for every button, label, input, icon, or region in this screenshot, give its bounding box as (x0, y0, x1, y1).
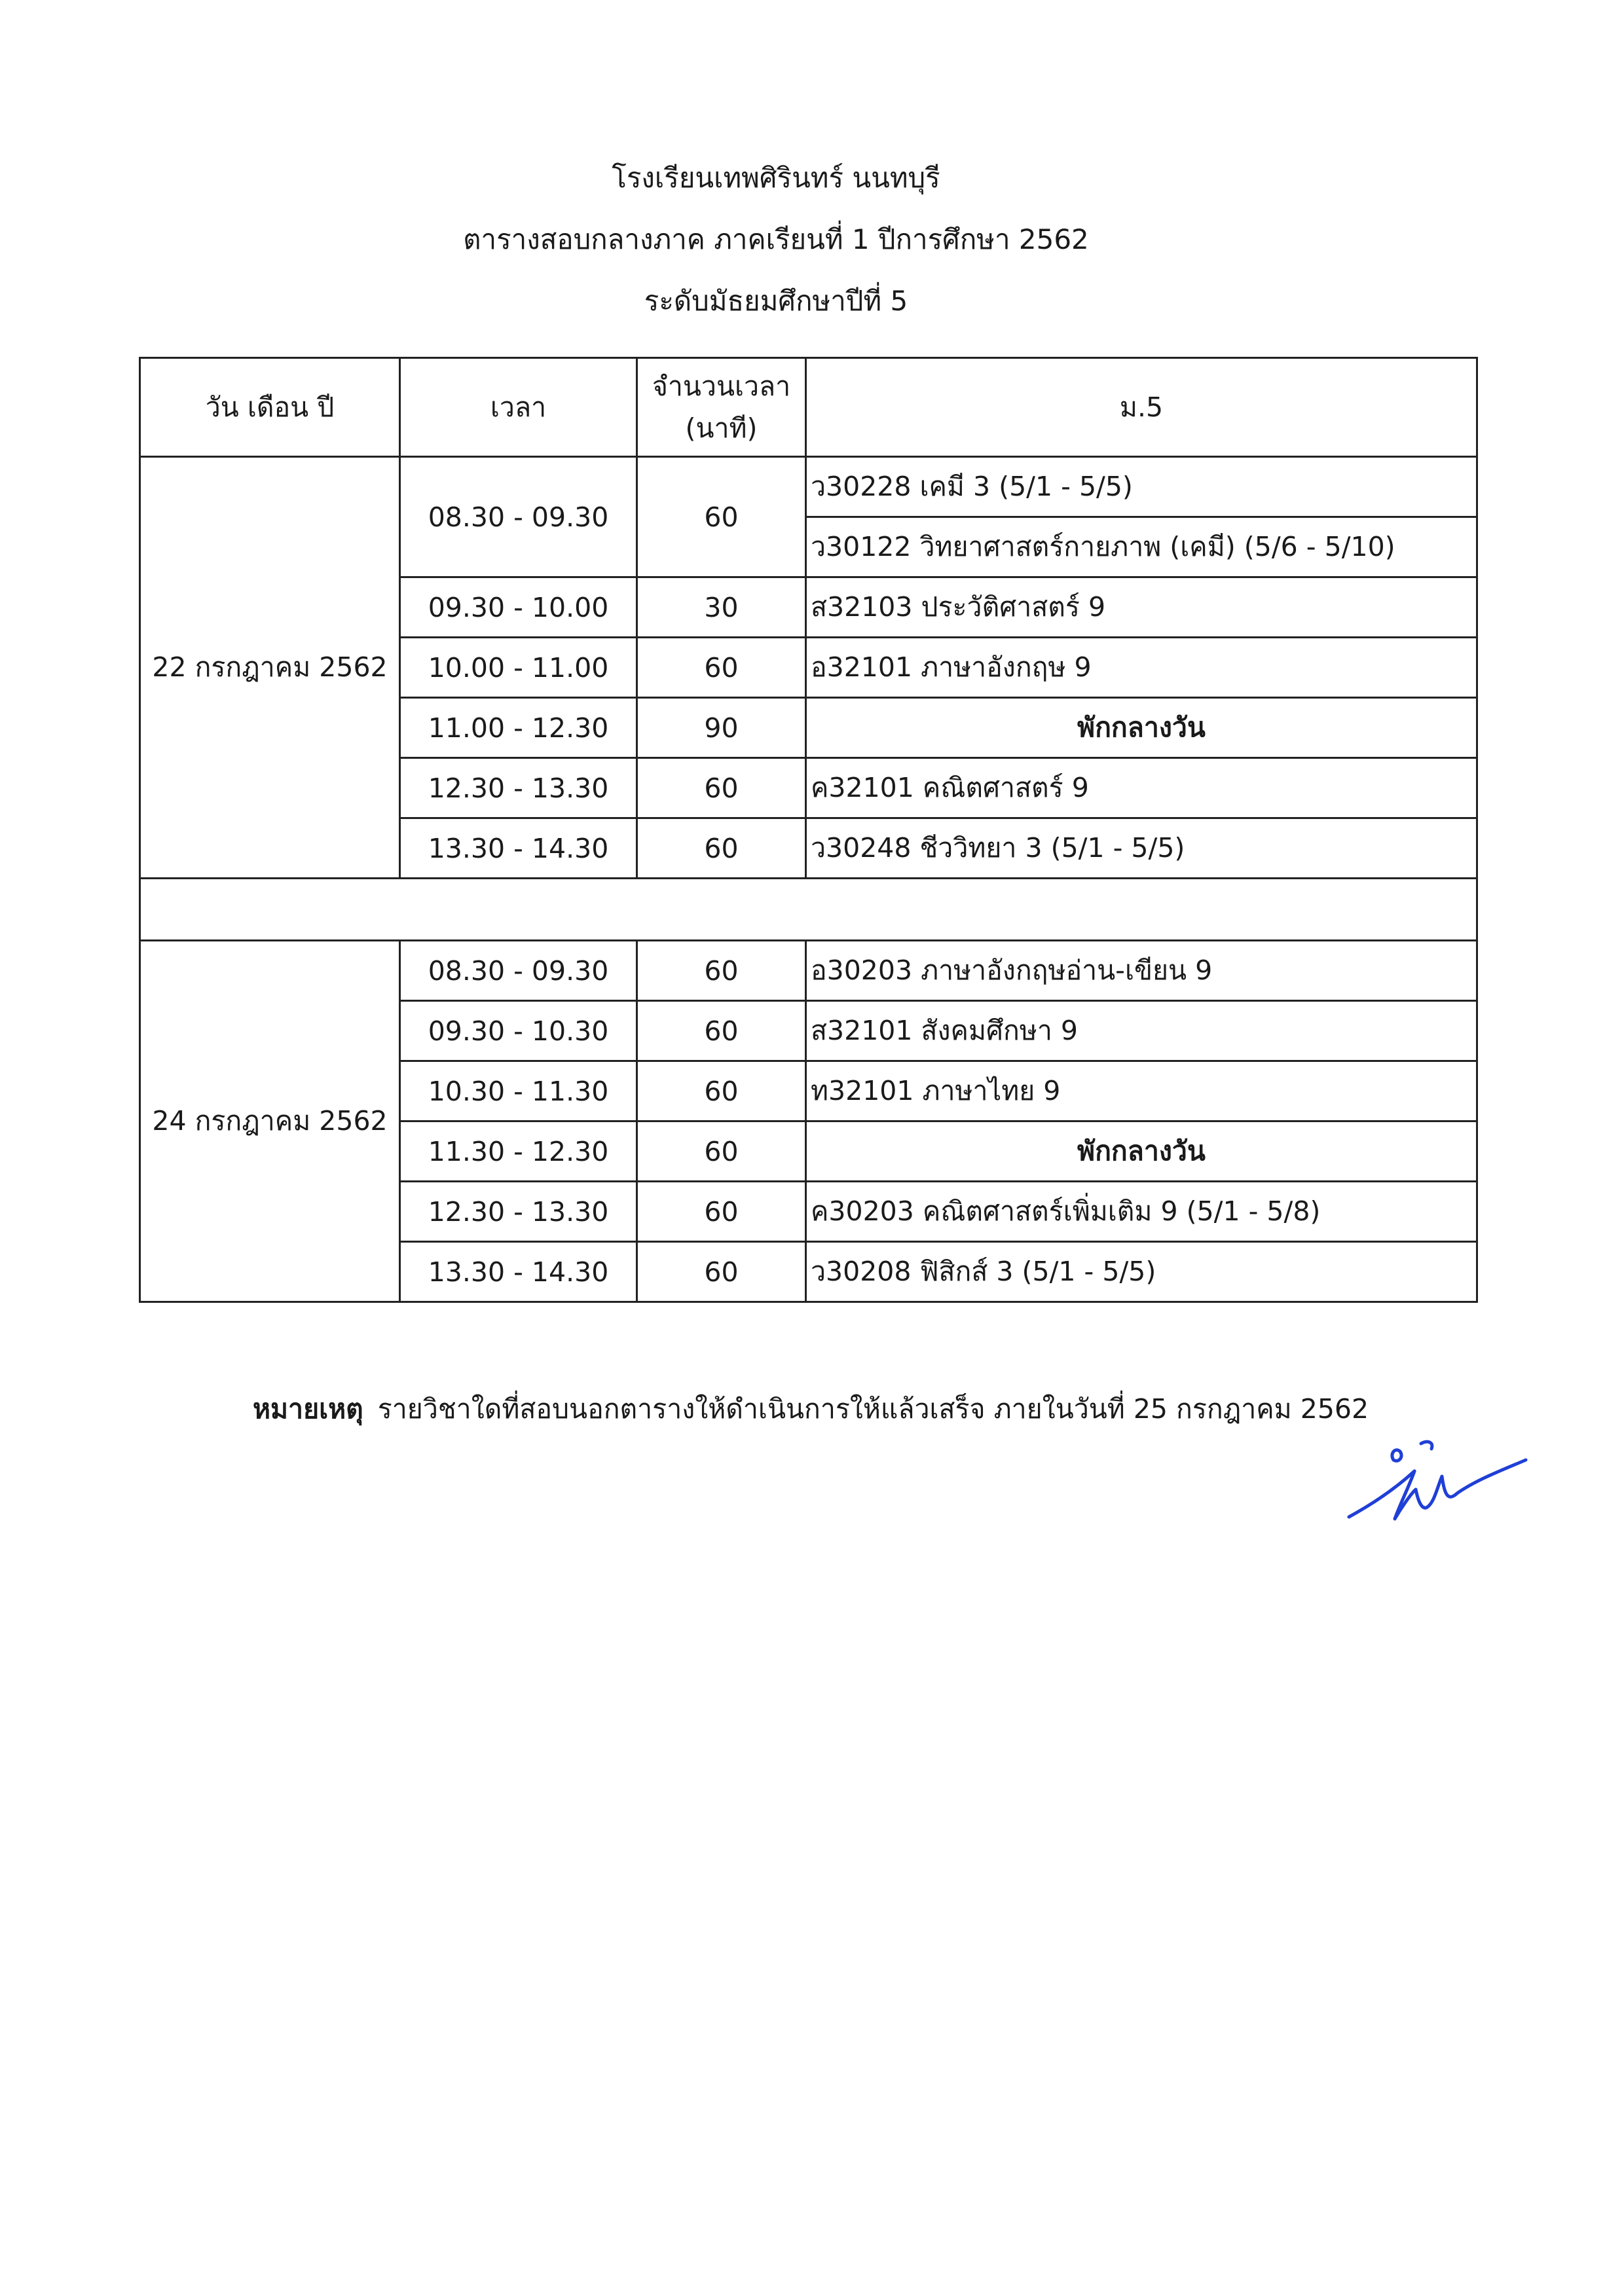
exam-schedule-table (139, 357, 1478, 1303)
slot-minutes: 30 (637, 577, 806, 638)
slot-minutes: 60 (637, 758, 806, 818)
slot-time: 12.30 - 13.30 (400, 758, 637, 818)
slot-subject: ส32101 สังคมศึกษา 9 (806, 1001, 1477, 1061)
slot-minutes: 60 (637, 1061, 806, 1121)
slot-minutes: 60 (637, 941, 806, 1001)
document-header (0, 147, 1624, 332)
slot-time: 11.30 - 12.30 (400, 1121, 637, 1182)
slot-time: 13.30 - 14.30 (400, 818, 637, 879)
footnote (253, 1388, 1369, 1430)
slot-subject: ค32101 คณิตศาสตร์ 9 (806, 758, 1477, 818)
slot-subject: ท32101 ภาษาไทย 9 (806, 1061, 1477, 1121)
slot-minutes: 60 (637, 1182, 806, 1242)
slot-time: 09.30 - 10.30 (400, 1001, 637, 1061)
slot-time: 08.30 - 09.30 (400, 457, 637, 577)
signature-ink (1349, 1442, 1526, 1519)
header-row (140, 358, 1477, 457)
slot-time: 10.30 - 11.30 (400, 1061, 637, 1121)
lunch-break: พักกลางวัน (806, 698, 1477, 758)
col-header-time: เวลา (400, 358, 637, 457)
slot-minutes: 60 (637, 1001, 806, 1061)
footnote-text: รายวิชาใดที่สอบนอกตารางให้ดำเนินการให้แล้วเสร็จ ภายในวันที่ 25 กรกฎาคม 2562 (377, 1393, 1369, 1425)
slot-time: 12.30 - 13.30 (400, 1182, 637, 1242)
col-header-duration-line2: (นาที) (685, 412, 758, 444)
slot-minutes: 60 (637, 1121, 806, 1182)
table-row (140, 457, 1477, 517)
spacer-cell (140, 879, 1477, 941)
slot-subject: ว30248 ชีววิทยา 3 (5/1 - 5/5) (806, 818, 1477, 879)
spacer-row (140, 879, 1477, 941)
slot-time: 09.30 - 10.00 (400, 577, 637, 638)
slot-minutes: 60 (637, 818, 806, 879)
col-header-subject: ม.5 (806, 358, 1477, 457)
slot-subject: ว30208 ฟิสิกส์ 3 (5/1 - 5/5) (806, 1242, 1477, 1302)
day-date: 24 กรกฎาคม 2562 (140, 941, 400, 1302)
col-header-duration (637, 358, 806, 457)
schedule-title: ตารางสอบกลางภาค ภาคเรียนที่ 1 ปีการศึกษา 2562 (463, 223, 1089, 255)
slot-subject: ค30203 คณิตศาสตร์เพิ่มเติม 9 (5/1 - 5/8) (806, 1182, 1477, 1242)
slot-subject: ส32103 ประวัติศาสตร์ 9 (806, 577, 1477, 638)
slot-time: 10.00 - 11.00 (400, 638, 637, 698)
slot-subject: อ32101 ภาษาอังกฤษ 9 (806, 638, 1477, 698)
slot-minutes: 90 (637, 698, 806, 758)
slot-subject: ว30228 เคมี 3 (5/1 - 5/5) (806, 457, 1477, 517)
slot-minutes: 60 (637, 638, 806, 698)
slot-subject: ว30122 วิทยาศาสตร์กายภาพ (เคมี) (5/6 - 5/10) (806, 517, 1477, 577)
grade-level: ระดับมัธยมศึกษาปีที่ 5 (644, 285, 908, 317)
slot-subject: อ30203 ภาษาอังกฤษอ่าน-เขียน 9 (806, 941, 1477, 1001)
day-date: 22 กรกฎาคม 2562 (140, 457, 400, 879)
slot-time: 11.00 - 12.30 (400, 698, 637, 758)
col-header-date: วัน เดือน ปี (140, 358, 400, 457)
slot-time: 13.30 - 14.30 (400, 1242, 637, 1302)
school-name: โรงเรียนเทพศิรินทร์ นนทบุรี (612, 162, 940, 194)
footnote-label: หมายเหตุ (253, 1393, 363, 1425)
table-row (140, 941, 1477, 1001)
slot-minutes: 60 (637, 457, 806, 577)
slot-time: 08.30 - 09.30 (400, 941, 637, 1001)
signature (1336, 1430, 1532, 1535)
col-header-duration-line1: จำนวนเวลา (652, 371, 791, 402)
lunch-break: พักกลางวัน (806, 1121, 1477, 1182)
slot-minutes: 60 (637, 1242, 806, 1302)
